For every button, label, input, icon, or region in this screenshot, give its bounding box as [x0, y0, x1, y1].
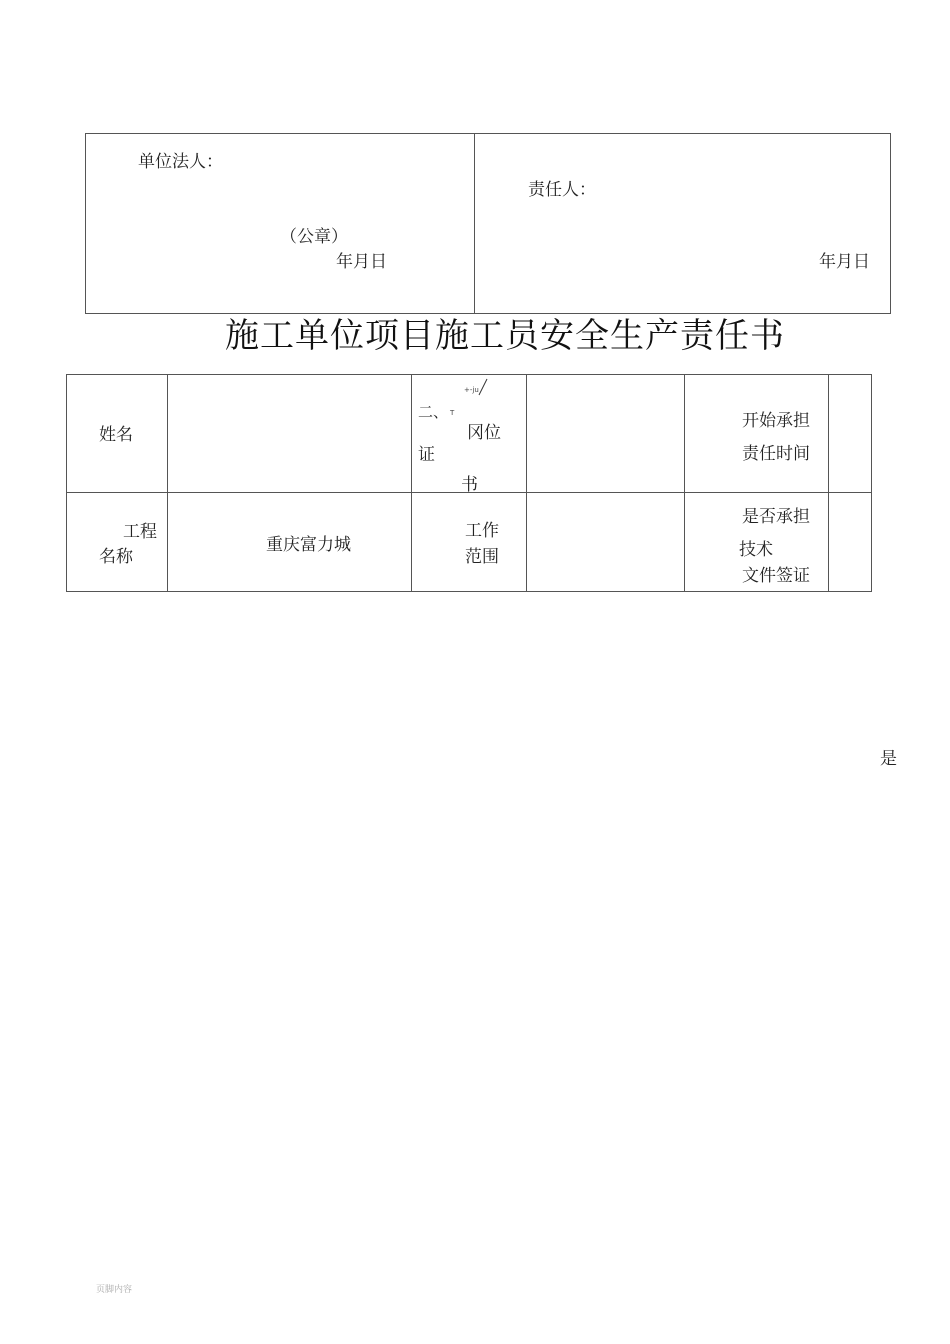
- right-date-label: 年月日: [819, 252, 870, 272]
- start-time-label-line2: 责任时间: [742, 444, 810, 464]
- legal-rep-label: 单位法人：: [138, 152, 223, 172]
- cert-label-line1: 冈位: [467, 423, 501, 443]
- signature-divider: [474, 133, 475, 314]
- page-footer: 页脚内容: [96, 1285, 133, 1295]
- project-label-line1: 工程: [123, 522, 157, 542]
- slash-mark-icon: [476, 377, 490, 397]
- doc-sign-label-line1: 是否承担: [742, 507, 810, 527]
- cert-garbled-mid: 二、: [418, 403, 449, 421]
- stray-text: 是: [880, 749, 897, 769]
- project-name-value: 重庆富力城: [266, 535, 351, 555]
- cert-label-line3: 书: [461, 475, 478, 495]
- table-col-divider: [828, 374, 829, 592]
- cert-garbled-t: T: [450, 409, 455, 417]
- table-col-divider: [684, 374, 685, 592]
- document-title: 施工单位项目施工员安全生产责任书: [225, 316, 785, 356]
- project-label-line2: 名称: [99, 547, 133, 567]
- cert-garbled-top: +-ju: [464, 386, 479, 394]
- scope-label-line1: 工作: [465, 521, 499, 541]
- scope-label-line2: 范围: [465, 547, 499, 567]
- responsible-person-label: 责任人：: [528, 180, 596, 200]
- left-date-label: 年月日: [336, 252, 387, 272]
- table-col-divider: [411, 374, 412, 592]
- seal-label: （公章）: [280, 227, 348, 247]
- doc-sign-label-line3: 文件签证: [742, 566, 810, 586]
- table-col-divider: [526, 374, 527, 592]
- name-label: 姓名: [99, 425, 133, 445]
- doc-sign-label-line2: 技术: [739, 540, 773, 560]
- cert-label-line2: 证: [418, 445, 435, 465]
- start-time-label-line1: 开始承担: [742, 411, 810, 431]
- table-col-divider: [167, 374, 168, 592]
